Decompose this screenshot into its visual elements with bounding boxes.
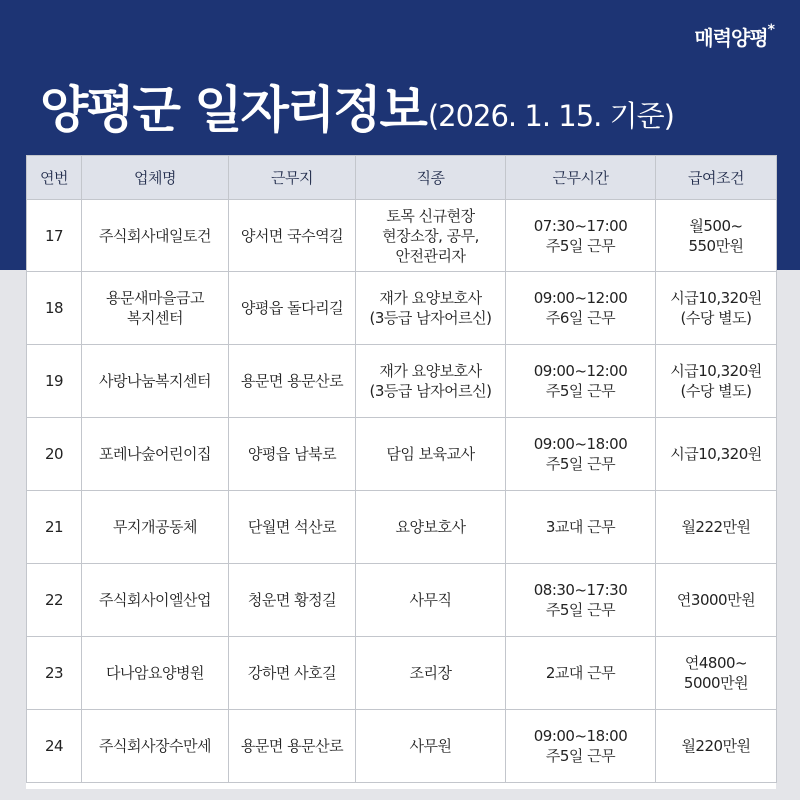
brand-logo: 매력양평* — [694, 22, 774, 50]
cell-job: 사무직 — [356, 564, 506, 637]
cell-company: 무지개공동체 — [82, 491, 229, 564]
column-header-job: 직종 — [356, 156, 506, 200]
cell-location: 단월면 석산로 — [229, 491, 356, 564]
cell-job: 재가 요양보호사 (3등급 남자어르신) — [356, 345, 506, 418]
cell-job: 담임 보육교사 — [356, 418, 506, 491]
table-row — [27, 272, 777, 345]
cell-job: 사무원 — [356, 710, 506, 783]
cell-hours: 08:30~17:30 주5일 근무 — [506, 564, 656, 637]
cell-job: 조리장 — [356, 637, 506, 710]
cell-pay: 시급10,320원 (수당 별도) — [656, 345, 777, 418]
column-header-company: 업체명 — [82, 156, 229, 200]
table-row — [27, 710, 777, 783]
cell-company: 주식회사이엘산업 — [82, 564, 229, 637]
table-row — [27, 564, 777, 637]
cell-hours: 09:00~18:00 주5일 근무 — [506, 418, 656, 491]
cell-no: 21 — [27, 491, 82, 564]
table-header-row — [27, 156, 777, 200]
table-row — [27, 491, 777, 564]
cell-no: 20 — [27, 418, 82, 491]
cell-company: 주식회사대일토건 — [82, 200, 229, 272]
cell-company: 포레나숲어린이집 — [82, 418, 229, 491]
cell-pay: 연4800~ 5000만원 — [656, 637, 777, 710]
cell-job: 요양보호사 — [356, 491, 506, 564]
cell-pay: 월500~ 550만원 — [656, 200, 777, 272]
cell-pay: 시급10,320원 — [656, 418, 777, 491]
cell-company: 용문새마을금고 복지센터 — [82, 272, 229, 345]
table-row — [27, 637, 777, 710]
cell-location: 용문면 용문산로 — [229, 710, 356, 783]
cell-job: 재가 요양보호사 (3등급 남자어르신) — [356, 272, 506, 345]
star-icon: * — [767, 22, 774, 38]
column-header-pay: 급여조건 — [656, 156, 777, 200]
cell-company: 주식회사장수만세 — [82, 710, 229, 783]
cell-hours: 3교대 근무 — [506, 491, 656, 564]
cell-no: 18 — [27, 272, 82, 345]
column-header-location: 근무지 — [229, 156, 356, 200]
cell-company: 다나암요양병원 — [82, 637, 229, 710]
column-header-hours: 근무시간 — [506, 156, 656, 200]
table-row — [27, 345, 777, 418]
cell-pay: 연3000만원 — [656, 564, 777, 637]
job-table-container — [26, 155, 776, 789]
cell-no: 17 — [27, 200, 82, 272]
cell-location: 용문면 용문산로 — [229, 345, 356, 418]
cell-company: 사랑나눔복지센터 — [82, 345, 229, 418]
cell-hours: 2교대 근무 — [506, 637, 656, 710]
table-row — [27, 418, 777, 491]
cell-pay: 시급10,320원 (수당 별도) — [656, 272, 777, 345]
job-table — [26, 155, 777, 783]
cell-location: 청운면 황정길 — [229, 564, 356, 637]
cell-hours: 07:30~17:00 주5일 근무 — [506, 200, 656, 272]
column-header-no: 연번 — [27, 156, 82, 200]
cell-pay: 월222만원 — [656, 491, 777, 564]
page-title: 양평군 일자리정보 — [40, 81, 426, 139]
title-row — [40, 80, 674, 140]
cell-location: 양서면 국수역길 — [229, 200, 356, 272]
cell-location: 양평읍 돌다리길 — [229, 272, 356, 345]
cell-hours: 09:00~12:00 주6일 근무 — [506, 272, 656, 345]
table-row — [27, 200, 777, 272]
cell-hours: 09:00~12:00 주5일 근무 — [506, 345, 656, 418]
cell-no: 22 — [27, 564, 82, 637]
cell-no: 24 — [27, 710, 82, 783]
cell-pay: 월220만원 — [656, 710, 777, 783]
reference-date: (2026. 1. 15. 기준) — [427, 99, 674, 133]
cell-job: 토목 신규현장 현장소장, 공무, 안전관리자 — [356, 200, 506, 272]
cell-location: 양평읍 남북로 — [229, 418, 356, 491]
cell-no: 19 — [27, 345, 82, 418]
cell-location: 강하면 사호길 — [229, 637, 356, 710]
cell-no: 23 — [27, 637, 82, 710]
cell-hours: 09:00~18:00 주5일 근무 — [506, 710, 656, 783]
